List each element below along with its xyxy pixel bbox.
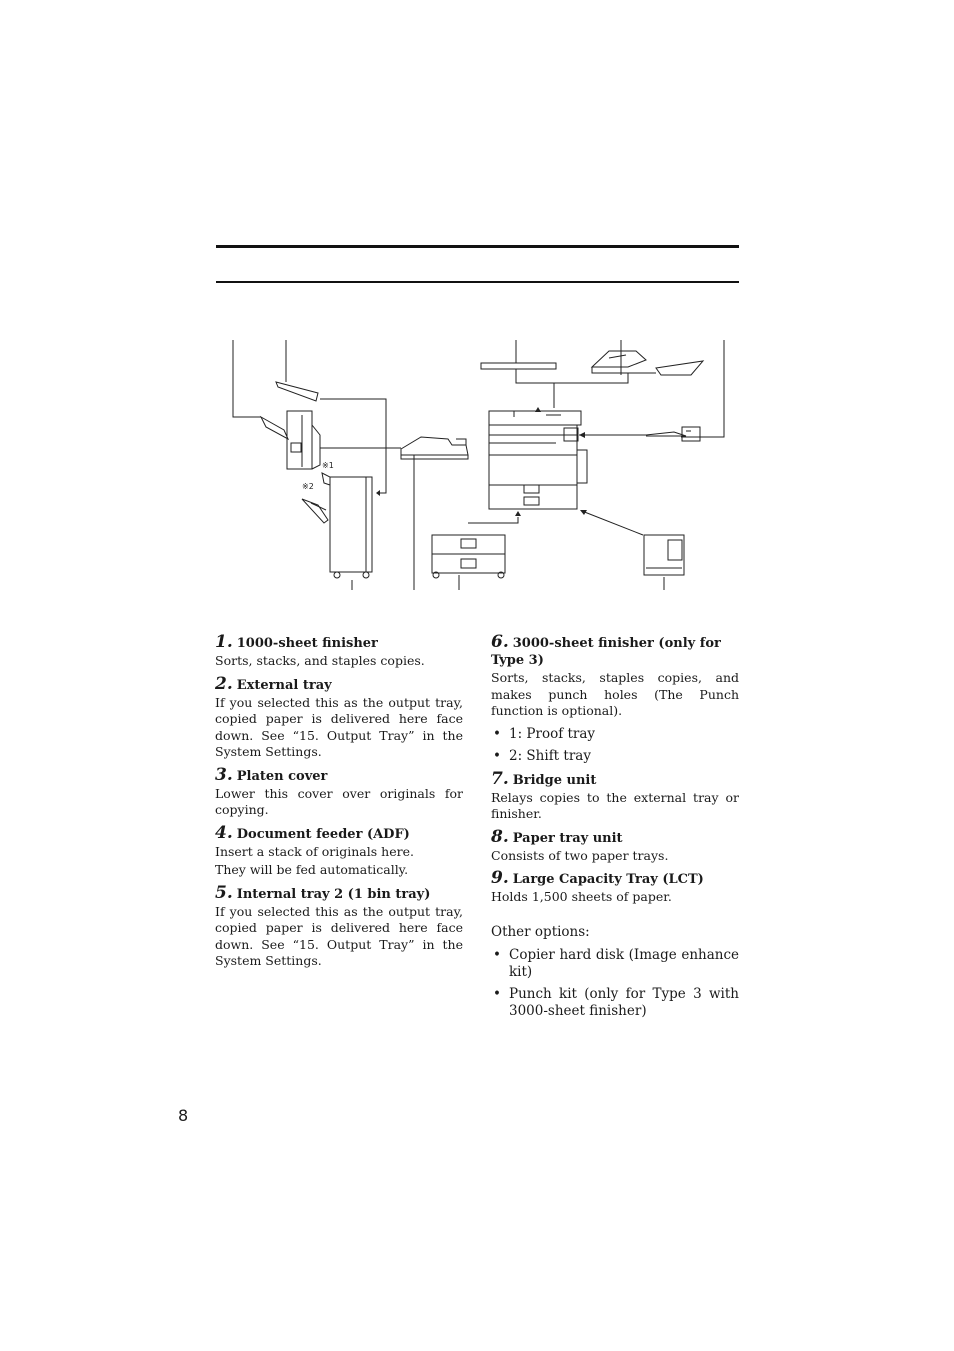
left-column bbox=[215, 634, 463, 976]
other-options-list bbox=[491, 947, 739, 1020]
item-2 bbox=[215, 673, 463, 761]
paper-tray-unit-drawing bbox=[432, 517, 518, 578]
callout-line-6 bbox=[681, 340, 724, 437]
item-number: 7. bbox=[491, 768, 509, 789]
header-rule-top bbox=[216, 245, 739, 248]
item-8 bbox=[491, 826, 739, 865]
lct-drawing bbox=[582, 511, 684, 575]
item-number: 1. bbox=[215, 632, 233, 652]
marker-2: ※2 bbox=[302, 482, 314, 491]
item-text: Insert a stack of originals here. bbox=[215, 843, 414, 859]
internal-tray-drawing bbox=[646, 427, 700, 441]
item-text: Consists of two paper trays. bbox=[491, 847, 669, 863]
right-column bbox=[491, 634, 739, 1025]
item-title: Platen cover bbox=[236, 768, 328, 784]
item-title: Paper tray unit bbox=[512, 830, 623, 846]
adf-drawing bbox=[401, 437, 468, 459]
copier-body-drawing bbox=[489, 411, 587, 509]
item-4 bbox=[215, 822, 463, 879]
item-text: If you selected this as the output tray, copied paper is delivered here face down. See “15. Output Tray” in the System Settings. bbox=[215, 694, 463, 759]
callout-line-1 bbox=[233, 340, 261, 417]
item-text: Sorts, stacks, and staples copies. bbox=[215, 653, 425, 668]
finisher-1000-drawing bbox=[261, 411, 320, 469]
item-number: 3. bbox=[215, 764, 233, 785]
list-item: • 2: Shift tray bbox=[491, 748, 739, 765]
item-text: Lower this cover over originals for copying. bbox=[215, 785, 463, 817]
item-number: 9. bbox=[491, 868, 509, 888]
item-number: 5. bbox=[215, 882, 233, 903]
item-title: Document feeder (ADF) bbox=[236, 826, 410, 842]
item-number: 4. bbox=[215, 822, 233, 843]
list-item: • Punch kit (only for Type 3 with 3000-sheet finisher) bbox=[491, 986, 739, 1020]
list-item: • 1: Proof tray bbox=[491, 726, 739, 743]
options-diagram bbox=[216, 335, 739, 595]
header-rule-bottom bbox=[216, 281, 739, 283]
item-title: Bridge unit bbox=[512, 772, 597, 788]
item-3 bbox=[215, 764, 463, 819]
platen-cover-drawing bbox=[481, 363, 556, 408]
adf-top-drawing bbox=[554, 351, 703, 383]
item-number: 2. bbox=[215, 673, 233, 694]
item-title: External tray bbox=[236, 677, 332, 693]
list-item: • Copier hard disk (Image enhance kit) bbox=[491, 947, 739, 981]
item-title: 3000-sheet finisher (only for Type 3) bbox=[491, 636, 721, 668]
item-text: They will be fed automatically. bbox=[215, 862, 409, 877]
item-title: Internal tray 2 (1 bin tray) bbox=[236, 886, 431, 902]
item-text: Holds 1,500 sheets of paper. bbox=[491, 889, 672, 904]
page-number: 8 bbox=[178, 1106, 189, 1125]
tray-list bbox=[491, 726, 739, 765]
item-title: Large Capacity Tray (LCT) bbox=[512, 872, 704, 887]
item-1 bbox=[215, 634, 463, 670]
item-title: 1000-sheet finisher bbox=[236, 636, 378, 651]
item-text: If you selected this as the output tray, copied paper is delivered here face down. See “15. Output Tray” in the System Settings. bbox=[215, 903, 463, 968]
item-9 bbox=[491, 870, 739, 906]
item-number: 8. bbox=[491, 826, 509, 847]
item-text: Relays copies to the external tray or finisher. bbox=[491, 789, 739, 821]
item-5 bbox=[215, 882, 463, 970]
item-text: Sorts, stacks, staples copies, and makes punch holes (The Punch function is optional). bbox=[491, 670, 739, 718]
item-7 bbox=[491, 768, 739, 823]
external-tray-drawing bbox=[276, 382, 318, 401]
other-options-label: Other options: bbox=[491, 923, 590, 940]
marker-1: ※1 bbox=[322, 461, 334, 470]
item-6 bbox=[491, 634, 739, 765]
item-number: 6. bbox=[491, 632, 509, 652]
